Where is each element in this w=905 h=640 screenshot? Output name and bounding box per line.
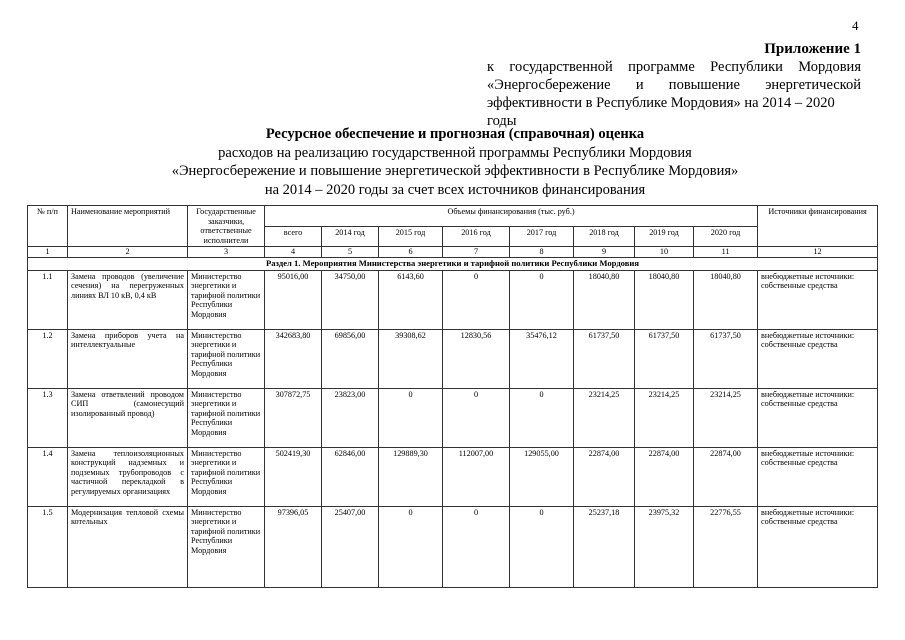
row-2017: 0 [510, 506, 574, 587]
row-2015: 39308,62 [379, 329, 443, 388]
row-2017: 0 [510, 270, 574, 329]
table-row [28, 388, 878, 447]
row-name: Замена ответвлений проводом СИП (самонесущий изолированный провод) [68, 388, 188, 447]
title-line-2: расходов на реализацию государственной программы Республики Мордовия [218, 144, 692, 161]
header-2014: 2014 год [322, 226, 379, 247]
row-2017: 0 [510, 388, 574, 447]
row-2016: 0 [443, 506, 510, 587]
row-2018: 25237,18 [574, 506, 635, 587]
row-source: внебюджетные источники: собственные средства [758, 506, 878, 587]
row-2019: 18040,80 [635, 270, 694, 329]
column-numbers-row [28, 247, 878, 258]
row-2020: 61737,50 [694, 329, 758, 388]
col-number: 10 [635, 247, 694, 258]
appendix-title: Приложение 1 [764, 41, 861, 57]
header-2017: 2017 год [510, 226, 574, 247]
header-volumes: Объемы финансирования (тыс. руб.) [265, 206, 758, 227]
row-2018: 22874,00 [574, 447, 635, 506]
row-name: Замена приборов учета на интеллектуальные [68, 329, 188, 388]
document-title: Ресурсное обеспечение и прогнозная (справочная) оценка [265, 126, 645, 142]
row-source: внебюджетные источники: собственные средства [758, 270, 878, 329]
appendix-block [487, 40, 861, 130]
col-number: 3 [188, 247, 265, 258]
table-row [28, 329, 878, 388]
row-2015: 0 [379, 388, 443, 447]
header-2018: 2018 год [574, 226, 635, 247]
row-total: 502419,30 [265, 447, 322, 506]
row-customer: Министерство энергетики и тарифной политики Республики Мордовия [188, 447, 265, 506]
row-customer: Министерство энергетики и тарифной политики Республики Мордовия [188, 388, 265, 447]
row-2014: 25407,00 [322, 506, 379, 587]
header-2015: 2015 год [379, 226, 443, 247]
header-customer: Государственные заказчики, ответственные исполнители [188, 206, 265, 247]
row-num: 1.2 [28, 329, 68, 388]
row-2015: 0 [379, 506, 443, 587]
document-title-block [40, 125, 870, 199]
col-number: 6 [379, 247, 443, 258]
col-number: 1 [28, 247, 68, 258]
header-total: всего [265, 226, 322, 247]
row-source: внебюджетные источники: собственные средства [758, 329, 878, 388]
row-num: 1.4 [28, 447, 68, 506]
row-2017: 129055,00 [510, 447, 574, 506]
row-num: 1.1 [28, 270, 68, 329]
row-2020: 23214,25 [694, 388, 758, 447]
row-2020: 22776,55 [694, 506, 758, 587]
row-customer: Министерство энергетики и тарифной политики Республики Мордовия [188, 506, 265, 587]
row-2015: 6143,60 [379, 270, 443, 329]
header-num: № п/п [28, 206, 68, 247]
row-total: 95016,00 [265, 270, 322, 329]
appendix-line-1: к государственной программе Республики Мордовия [487, 59, 861, 75]
row-name: Замена теплоизоляционных конструкций надземных и подземных трубопроводов с частичной перекладкой в регулируемых организациях [68, 447, 188, 506]
header-2020: 2020 год [694, 226, 758, 247]
col-number: 7 [443, 247, 510, 258]
row-total: 342683,80 [265, 329, 322, 388]
col-number: 2 [68, 247, 188, 258]
row-num: 1.3 [28, 388, 68, 447]
financing-table [27, 205, 878, 588]
row-2019: 23975,32 [635, 506, 694, 587]
appendix-line-2: «Энергосбережение и повышение энергетической [487, 77, 861, 93]
row-2018: 61737,50 [574, 329, 635, 388]
row-2019: 61737,50 [635, 329, 694, 388]
row-total: 97396,05 [265, 506, 322, 587]
appendix-line-3: эффективности в Республике Мордовия» на 2014 – 2020 годы [487, 95, 835, 129]
row-source: внебюджетные источники: собственные средства [758, 388, 878, 447]
table-row [28, 506, 878, 587]
row-2014: 62846,00 [322, 447, 379, 506]
header-name: Наименование мероприятий [68, 206, 188, 247]
header-sources: Источники финансирования [758, 206, 878, 247]
row-2016: 0 [443, 270, 510, 329]
col-number: 9 [574, 247, 635, 258]
row-name: Модернизация тепловой схемы котельных [68, 506, 188, 587]
row-2018: 23214,25 [574, 388, 635, 447]
row-customer: Министерство энергетики и тарифной политики Республики Мордовия [188, 270, 265, 329]
col-number: 5 [322, 247, 379, 258]
title-line-4: на 2014 – 2020 годы за счет всех источников финансирования [264, 181, 646, 198]
row-2017: 35476,12 [510, 329, 574, 388]
row-total: 307872,75 [265, 388, 322, 447]
row-customer: Министерство энергетики и тарифной политики Республики Мордовия [188, 329, 265, 388]
header-2016: 2016 год [443, 226, 510, 247]
section-row [28, 257, 878, 270]
table-row [28, 447, 878, 506]
row-source: внебюджетные источники: собственные средства [758, 447, 878, 506]
row-2014: 23823,00 [322, 388, 379, 447]
row-2020: 18040,80 [694, 270, 758, 329]
header-row [28, 206, 878, 227]
row-2014: 69856,00 [322, 329, 379, 388]
col-number: 11 [694, 247, 758, 258]
row-2016: 12830,56 [443, 329, 510, 388]
row-2015: 129889,30 [379, 447, 443, 506]
title-line-3: «Энергосбережение и повышение энергетической эффективности в Республике Мордовия» [171, 163, 739, 179]
table-row [28, 270, 878, 329]
row-2019: 22874,00 [635, 447, 694, 506]
row-2016: 112007,00 [443, 447, 510, 506]
col-number: 12 [758, 247, 878, 258]
header-2019: 2019 год [635, 226, 694, 247]
row-2018: 18040,80 [574, 270, 635, 329]
row-name: Замена проводов (увеличение сечения) на перегруженных линиях ВЛ 10 кВ, 0,4 кВ [68, 270, 188, 329]
col-number: 4 [265, 247, 322, 258]
row-2016: 0 [443, 388, 510, 447]
row-2019: 23214,25 [635, 388, 694, 447]
page-number: 4 [852, 18, 859, 33]
row-num: 1.5 [28, 506, 68, 587]
row-2014: 34750,00 [322, 270, 379, 329]
row-2020: 22874,00 [694, 447, 758, 506]
col-number: 8 [510, 247, 574, 258]
section-title: Раздел 1. Мероприятия Министерства энергетики и тарифной политики Республики Мордовия [28, 257, 878, 270]
